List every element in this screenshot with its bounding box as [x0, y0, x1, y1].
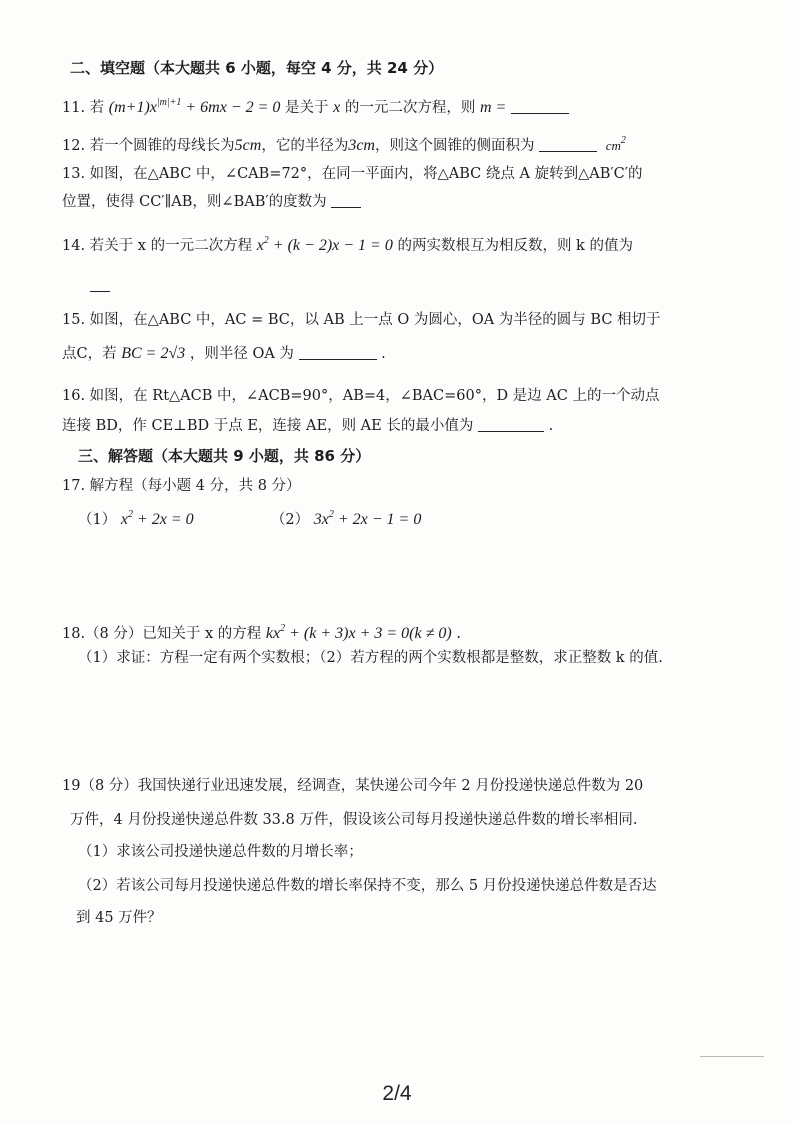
question-19-line1: 19（8 分）我国快递行业迅速发展，经调查，某快递公司今年 2 月份投递快递总件数为 20	[62, 778, 644, 794]
question-17-parts: （1） $x^2 + 2x = 0$ （2） $3x^2 + 2x - 1 = 0$	[78, 509, 422, 528]
section-3-heading: 三、解答题（本大题共 9 小题，共 86 分）	[78, 447, 371, 465]
question-15-line2: 点C，若 BC = 2√3 ，则半径 OA 为 .	[62, 345, 386, 362]
question-14-blank-line	[90, 276, 754, 296]
question-14: 14. 若关于 x 的一元二次方程 $x^2 + (k - 2)x - 1 = 0$ 的两实数根互为相反数，则 k 的值为	[62, 235, 633, 254]
question-19-line4: （2）若该公司每月投递快递总件数的增长率保持不变，那么 5 月份投递快递总件数是否达	[78, 878, 657, 894]
question-13-line1: 13. 如图，在△ABC 中，∠CAB=72°，在同一平面内，将△ABC 绕点 A 旋转到△AB′C′的	[62, 166, 643, 182]
question-19-line2: 万件，4 月份投递快递总件数 33.8 万件，假设该公司每月投递快递总件数的增长率相同.	[70, 812, 638, 828]
question-17-title: 17. 解方程（每小题 4 分，共 8 分）	[62, 478, 301, 494]
question-16-line1: 16. 如图，在 Rt△ACB 中，∠ACB=90°，AB=4，∠BAC=60°，D 是边 AC 上的一个动点	[62, 388, 660, 404]
scan-mark	[700, 1056, 764, 1057]
answer-blank[interactable]	[511, 99, 569, 114]
answer-blank[interactable]	[90, 277, 110, 292]
answer-blank[interactable]	[539, 137, 597, 152]
question-18-line1: 18.（8 分）已知关于 x 的方程 $kx^2 + (k + 3)x + 3 = 0(k \ne 0)$ .	[62, 623, 461, 642]
answer-blank[interactable]	[299, 345, 377, 360]
question-15-line1: 15. 如图，在△ABC 中，AC = BC，以 AB 上一点 O 为圆心，OA 为半径的圆与 BC 相切于	[62, 312, 661, 328]
question-19-line3: （1）求该公司投递快递总件数的月增长率；	[78, 844, 363, 860]
question-12: 12. 若一个圆锥的母线长为5cm，它的半径为3cm，则这个圆锥的侧面积为 $cm^2$	[62, 135, 626, 154]
question-16-line2: 连接 BD，作 CE⊥BD 于点 E，连接 AE，则 AE 长的最小值为 .	[62, 418, 554, 434]
answer-blank[interactable]	[331, 193, 361, 208]
question-19-line5: 到 45 万件？	[76, 910, 162, 926]
question-13-line2: 位置，使得 CC′∥AB，则∠BAB′的度数为	[62, 192, 754, 212]
question-11: 11. 若 $(m+1)x^{|m|+1} + 6mx - 2 = 0$ 是关于 x 的一元二次方程，则 m =	[62, 98, 754, 118]
section-2-heading: 二、填空题（本大题共 6 小题，每空 4 分，共 24 分）	[70, 59, 444, 77]
answer-blank[interactable]	[478, 417, 544, 432]
page-number: 2/4	[382, 1082, 412, 1105]
question-18-line2: （1）求证：方程一定有两个实数根；（2）若方程的两个实数根都是整数，求正整数 k 的值.	[78, 650, 663, 666]
